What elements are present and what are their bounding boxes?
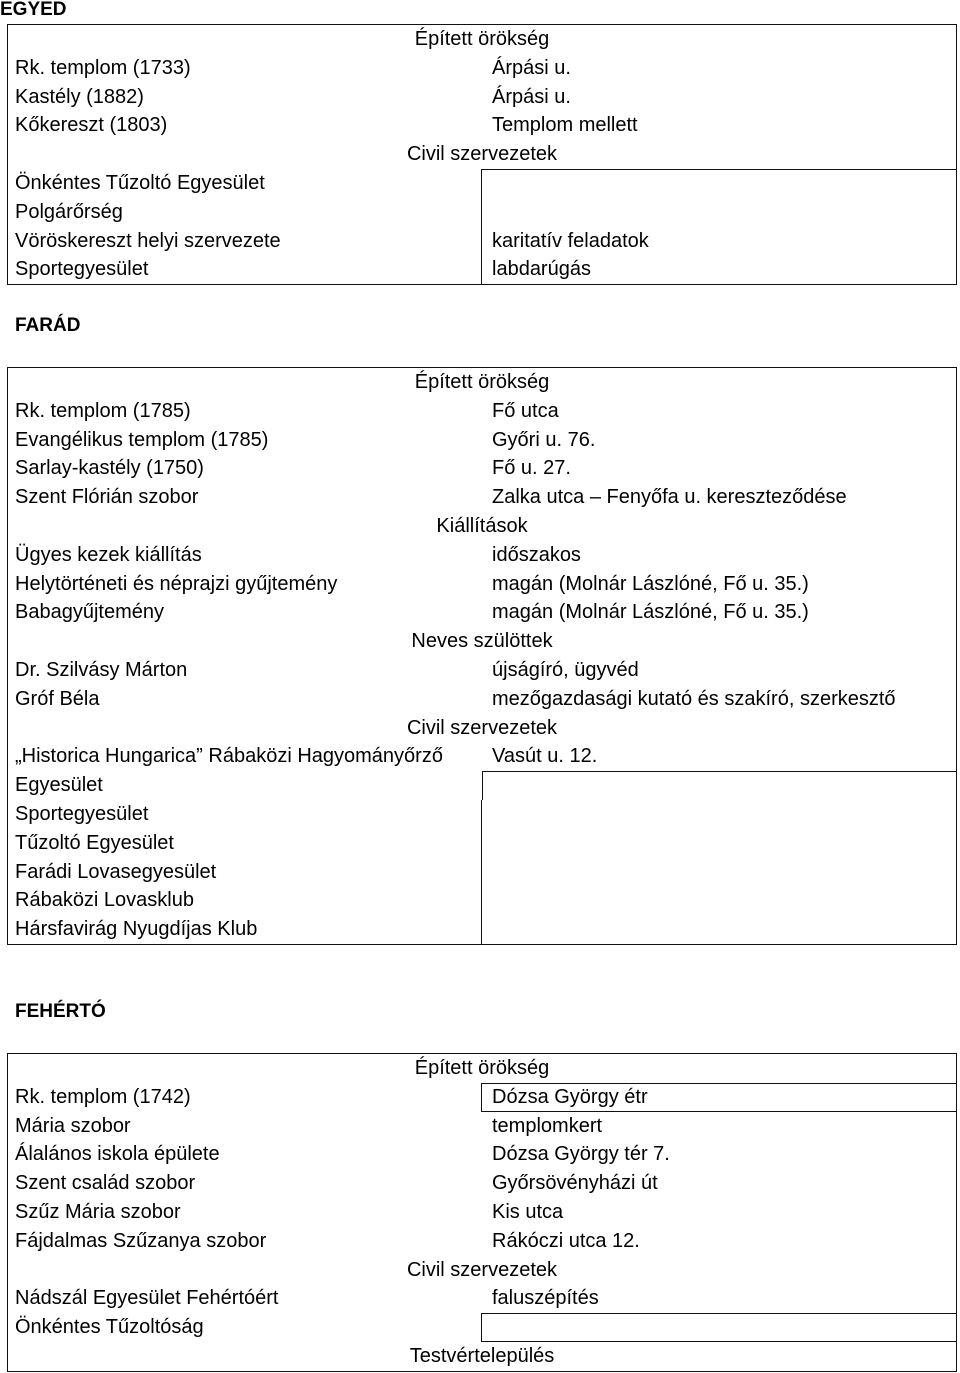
civil-row xyxy=(8,1284,956,1313)
site-name: Álalános iskola épülete xyxy=(15,1143,220,1166)
heritage-row xyxy=(8,111,956,140)
organization-name: „Historica Hungarica” Rábaközi Hagyományőrző Egyesület xyxy=(15,745,443,797)
site-name: Szent család szobor xyxy=(15,1172,196,1195)
site-location: Kis utca xyxy=(492,1200,564,1223)
section-header-row xyxy=(8,368,956,397)
site-name: Fájdalmas Szűzanya szobor xyxy=(15,1229,267,1252)
exhibition-row xyxy=(8,541,956,570)
site-location: Győrsövényházi út xyxy=(492,1172,658,1195)
village-title-farad: FARÁD xyxy=(15,315,81,336)
empty-cell xyxy=(481,198,956,227)
empty-cell xyxy=(481,169,956,198)
organization-name: Nádszál Egyesület Fehértóért xyxy=(15,1287,279,1310)
organization-name: Sportegyesület xyxy=(15,258,149,281)
organization-name: Rábaközi Lovasklub xyxy=(15,889,194,912)
heritage-row xyxy=(8,1227,956,1256)
notable-profession: újságíró, ügyvéd xyxy=(492,658,639,681)
organization-activity: faluszépítés xyxy=(492,1287,599,1310)
section-header-row xyxy=(8,1256,956,1285)
site-location: Templom mellett xyxy=(492,114,638,137)
section-header-notable-natives: Neves szülöttek xyxy=(411,630,553,653)
site-location: Zalka utca – Fenyőfa u. kereszteződése xyxy=(492,486,847,509)
heritage-row xyxy=(8,1083,956,1112)
civil-row xyxy=(8,858,956,887)
heritage-row xyxy=(8,397,956,426)
site-location: Árpási u. xyxy=(492,85,571,108)
section-header-row xyxy=(8,627,956,656)
site-location: Dózsa György tér 7. xyxy=(492,1143,670,1166)
organization-name: Tűzoltó Egyesület xyxy=(15,831,174,854)
section-header-row xyxy=(8,25,956,54)
organization-activity: karitatív feladatok xyxy=(481,227,956,256)
farad-table xyxy=(7,367,957,945)
organization-address: Vasút u. 12. xyxy=(481,742,956,800)
civil-row xyxy=(8,742,956,800)
section-header-built-heritage: Épített örökség xyxy=(414,28,550,50)
egyed-table xyxy=(7,24,957,285)
civil-row xyxy=(8,800,956,829)
section-header-row xyxy=(8,714,956,743)
site-location: Fő utca xyxy=(492,399,559,422)
heritage-row xyxy=(8,454,956,483)
exhibition-type: magán (Molnár Lászlóné, Fő u. 35.) xyxy=(492,601,809,624)
exhibition-type: időszakos xyxy=(492,543,581,566)
section-header-built-heritage: Épített örökség xyxy=(414,371,550,393)
site-location: Rákóczi utca 12. xyxy=(492,1229,640,1252)
site-name: Mária szobor xyxy=(15,1114,131,1137)
organization-name: Polgárőrség xyxy=(15,200,123,223)
feherto-table xyxy=(7,1053,957,1372)
exhibition-row xyxy=(8,570,956,599)
empty-cell xyxy=(481,886,956,915)
section-header-row xyxy=(8,1342,956,1371)
section-header-civil-organizations: Civil szervezetek xyxy=(406,1258,558,1281)
site-name: Evangélikus templom (1785) xyxy=(15,428,269,451)
heritage-row xyxy=(8,54,956,83)
empty-cell xyxy=(481,1313,956,1342)
notable-name: Dr. Szilvásy Márton xyxy=(15,658,188,681)
section-header-civil-organizations: Civil szervezetek xyxy=(406,716,558,739)
notable-name: Gróf Béla xyxy=(15,687,100,710)
section-header-civil-organizations: Civil szervezetek xyxy=(406,143,558,166)
heritage-row xyxy=(8,83,956,112)
exhibition-name: Ügyes kezek kiállítás xyxy=(15,543,202,566)
site-location: templomkert xyxy=(492,1114,603,1137)
village-title-egyed: EGYED xyxy=(0,0,67,20)
civil-row xyxy=(8,169,956,198)
exhibition-name: Babagyűjtemény xyxy=(15,601,164,624)
organization-name: Farádi Lovasegyesület xyxy=(15,860,217,883)
empty-cell xyxy=(481,829,956,858)
empty-cell xyxy=(481,915,956,944)
heritage-row xyxy=(8,1140,956,1169)
heritage-row xyxy=(8,1198,956,1227)
exhibition-row xyxy=(8,598,956,627)
section-header-twin-towns: Testvértelepülés xyxy=(409,1344,555,1367)
section-header-built-heritage: Épített örökség xyxy=(414,1057,550,1079)
site-location: Fő u. 27. xyxy=(492,457,571,480)
empty-cell xyxy=(481,800,956,829)
civil-row xyxy=(8,829,956,858)
site-location: Árpási u. xyxy=(492,56,571,79)
village-title-feherto: FEHÉRTÓ xyxy=(15,1001,106,1022)
section-header-row xyxy=(8,140,956,169)
civil-row xyxy=(8,198,956,227)
exhibition-name: Helytörténeti és néprajzi gyűjtemény xyxy=(15,572,338,595)
site-name: Szent Flórián szobor xyxy=(15,486,199,509)
organization-name: Önkéntes Tűzoltóság xyxy=(15,1316,204,1339)
heritage-row xyxy=(8,483,956,512)
notable-row xyxy=(8,656,956,685)
site-name: Sarlay-kastély (1750) xyxy=(15,457,204,480)
site-location: Győri u. 76. xyxy=(492,428,596,451)
site-name: Szűz Mária szobor xyxy=(15,1200,181,1223)
exhibition-type: magán (Molnár Lászlóné, Fő u. 35.) xyxy=(492,572,809,595)
civil-row xyxy=(8,886,956,915)
section-header-row xyxy=(8,1054,956,1083)
notable-row xyxy=(8,685,956,714)
heritage-row xyxy=(8,426,956,455)
civil-row xyxy=(8,255,956,284)
organization-name: Vöröskereszt helyi szervezete xyxy=(15,229,281,252)
civil-row xyxy=(8,915,956,944)
organization-name: Hársfavirág Nyugdíjas Klub xyxy=(15,918,258,941)
heritage-row xyxy=(8,1169,956,1198)
site-name: Rk. templom (1785) xyxy=(15,399,191,422)
organization-activity: labdarúgás xyxy=(481,255,956,284)
organization-name: Önkéntes Tűzoltó Egyesület xyxy=(15,171,265,194)
empty-cell xyxy=(481,858,956,887)
section-header-exhibitions: Kiállítások xyxy=(436,514,528,537)
site-name: Rk. templom (1742) xyxy=(15,1085,191,1108)
site-location: Dózsa György étr xyxy=(481,1083,956,1112)
site-name: Rk. templom (1733) xyxy=(15,56,191,79)
organization-name: Sportegyesület xyxy=(15,802,149,825)
site-name: Kőkereszt (1803) xyxy=(15,114,168,137)
civil-row xyxy=(8,1313,956,1342)
civil-row xyxy=(8,227,956,256)
section-header-row xyxy=(8,512,956,541)
site-name: Kastély (1882) xyxy=(15,85,144,108)
heritage-row xyxy=(8,1112,956,1141)
notable-profession: mezőgazdasági kutató és szakíró, szerkesztő xyxy=(492,687,896,710)
